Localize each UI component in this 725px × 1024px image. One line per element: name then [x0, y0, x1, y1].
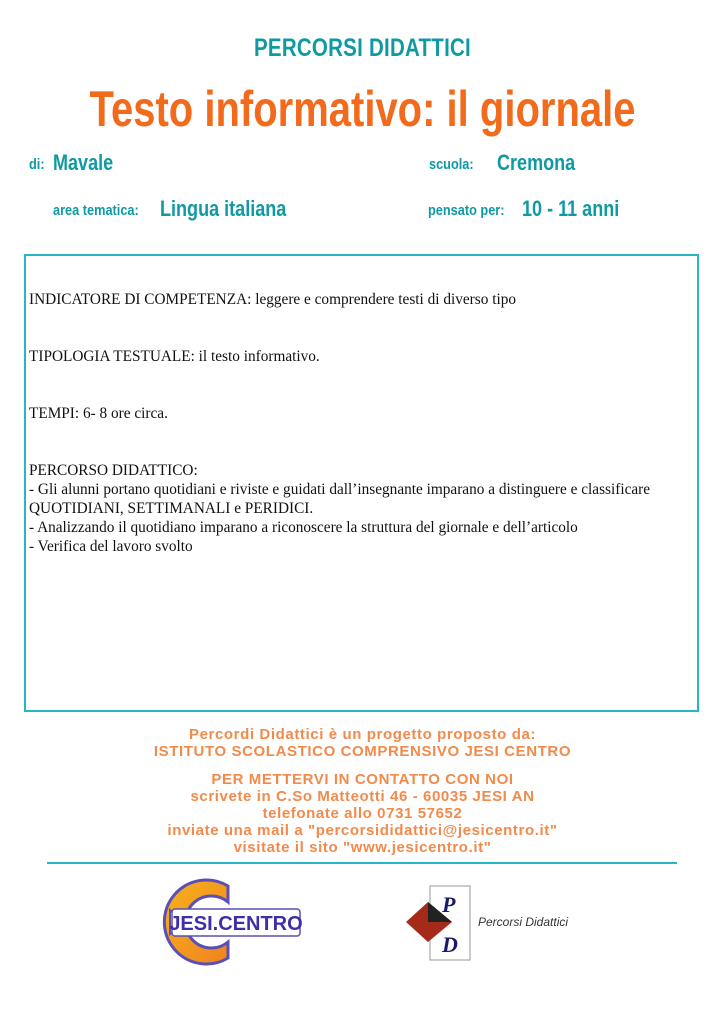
competence-indicator: INDICATORE DI COMPETENZA: leggere e comprendere testi di diverso tipo	[29, 291, 516, 308]
text-typology: TIPOLOGIA TESTUALE: il testo informativo.	[29, 348, 320, 365]
path-step: - Gli alunni portano quotidiani e riviste e guidati dall’insegnante imparano a distinguere e classificare QUOTIDIANI, SETTIMANALI e PERIDICI.	[29, 481, 651, 517]
page-title: Testo informativo: il giornale	[89, 81, 636, 137]
footer-project	[0, 726, 725, 760]
author-value: Mavale	[53, 150, 114, 175]
footer-line-website: visitate il sito "www.jesicentro.it"	[233, 839, 492, 856]
area-value: Lingua italiana	[160, 196, 287, 221]
logo-letter-d: D	[442, 932, 458, 957]
footer-line-phone: telefonate allo 0731 57652	[262, 805, 463, 822]
series-label: PERCORSI DIDATTICI	[253, 34, 472, 62]
percorsi-didattici-logo	[404, 880, 584, 970]
logo-letter-p: P	[442, 892, 456, 917]
path-step: - Verifica del lavoro svolto	[29, 538, 193, 555]
footer-contacts	[0, 771, 725, 856]
jesi-logo-text: JESI.CENTRO	[169, 913, 303, 935]
age-key: pensato per:	[428, 202, 505, 219]
area-key: area tematica:	[53, 202, 139, 219]
time-estimate: TEMPI: 6- 8 ore circa.	[29, 405, 168, 422]
author-key: di:	[29, 156, 45, 173]
school-key: scuola:	[429, 156, 474, 173]
footer-divider	[47, 862, 677, 864]
age-value: 10 - 11 anni	[522, 196, 620, 221]
path-title: PERCORSO DIDATTICO:	[29, 462, 198, 479]
content-text	[29, 290, 679, 556]
footer-line-contact-title: PER METTERVI IN CONTATTO CON NOI	[211, 771, 514, 788]
footer-line-institute: ISTITUTO SCOLASTICO COMPRENSIVO JESI CENTRO	[153, 743, 572, 760]
school-value: Cremona	[497, 150, 576, 175]
jesi-centro-logo	[140, 874, 310, 969]
footer-line-email: inviate una mail a "percorsididattici@jesicentro.it"	[167, 822, 558, 839]
footer-line-project: Percordi Didattici è un progetto proposto da:	[188, 726, 536, 743]
footer-line-address: scrivete in C.So Matteotti 46 - 60035 JESI AN	[190, 788, 535, 805]
path-step: - Analizzando il quotidiano imparano a riconoscere la struttura del giornale e dell’articolo	[29, 519, 578, 536]
content-box	[24, 254, 699, 712]
logo-caption: Percorsi Didattici	[478, 915, 569, 929]
